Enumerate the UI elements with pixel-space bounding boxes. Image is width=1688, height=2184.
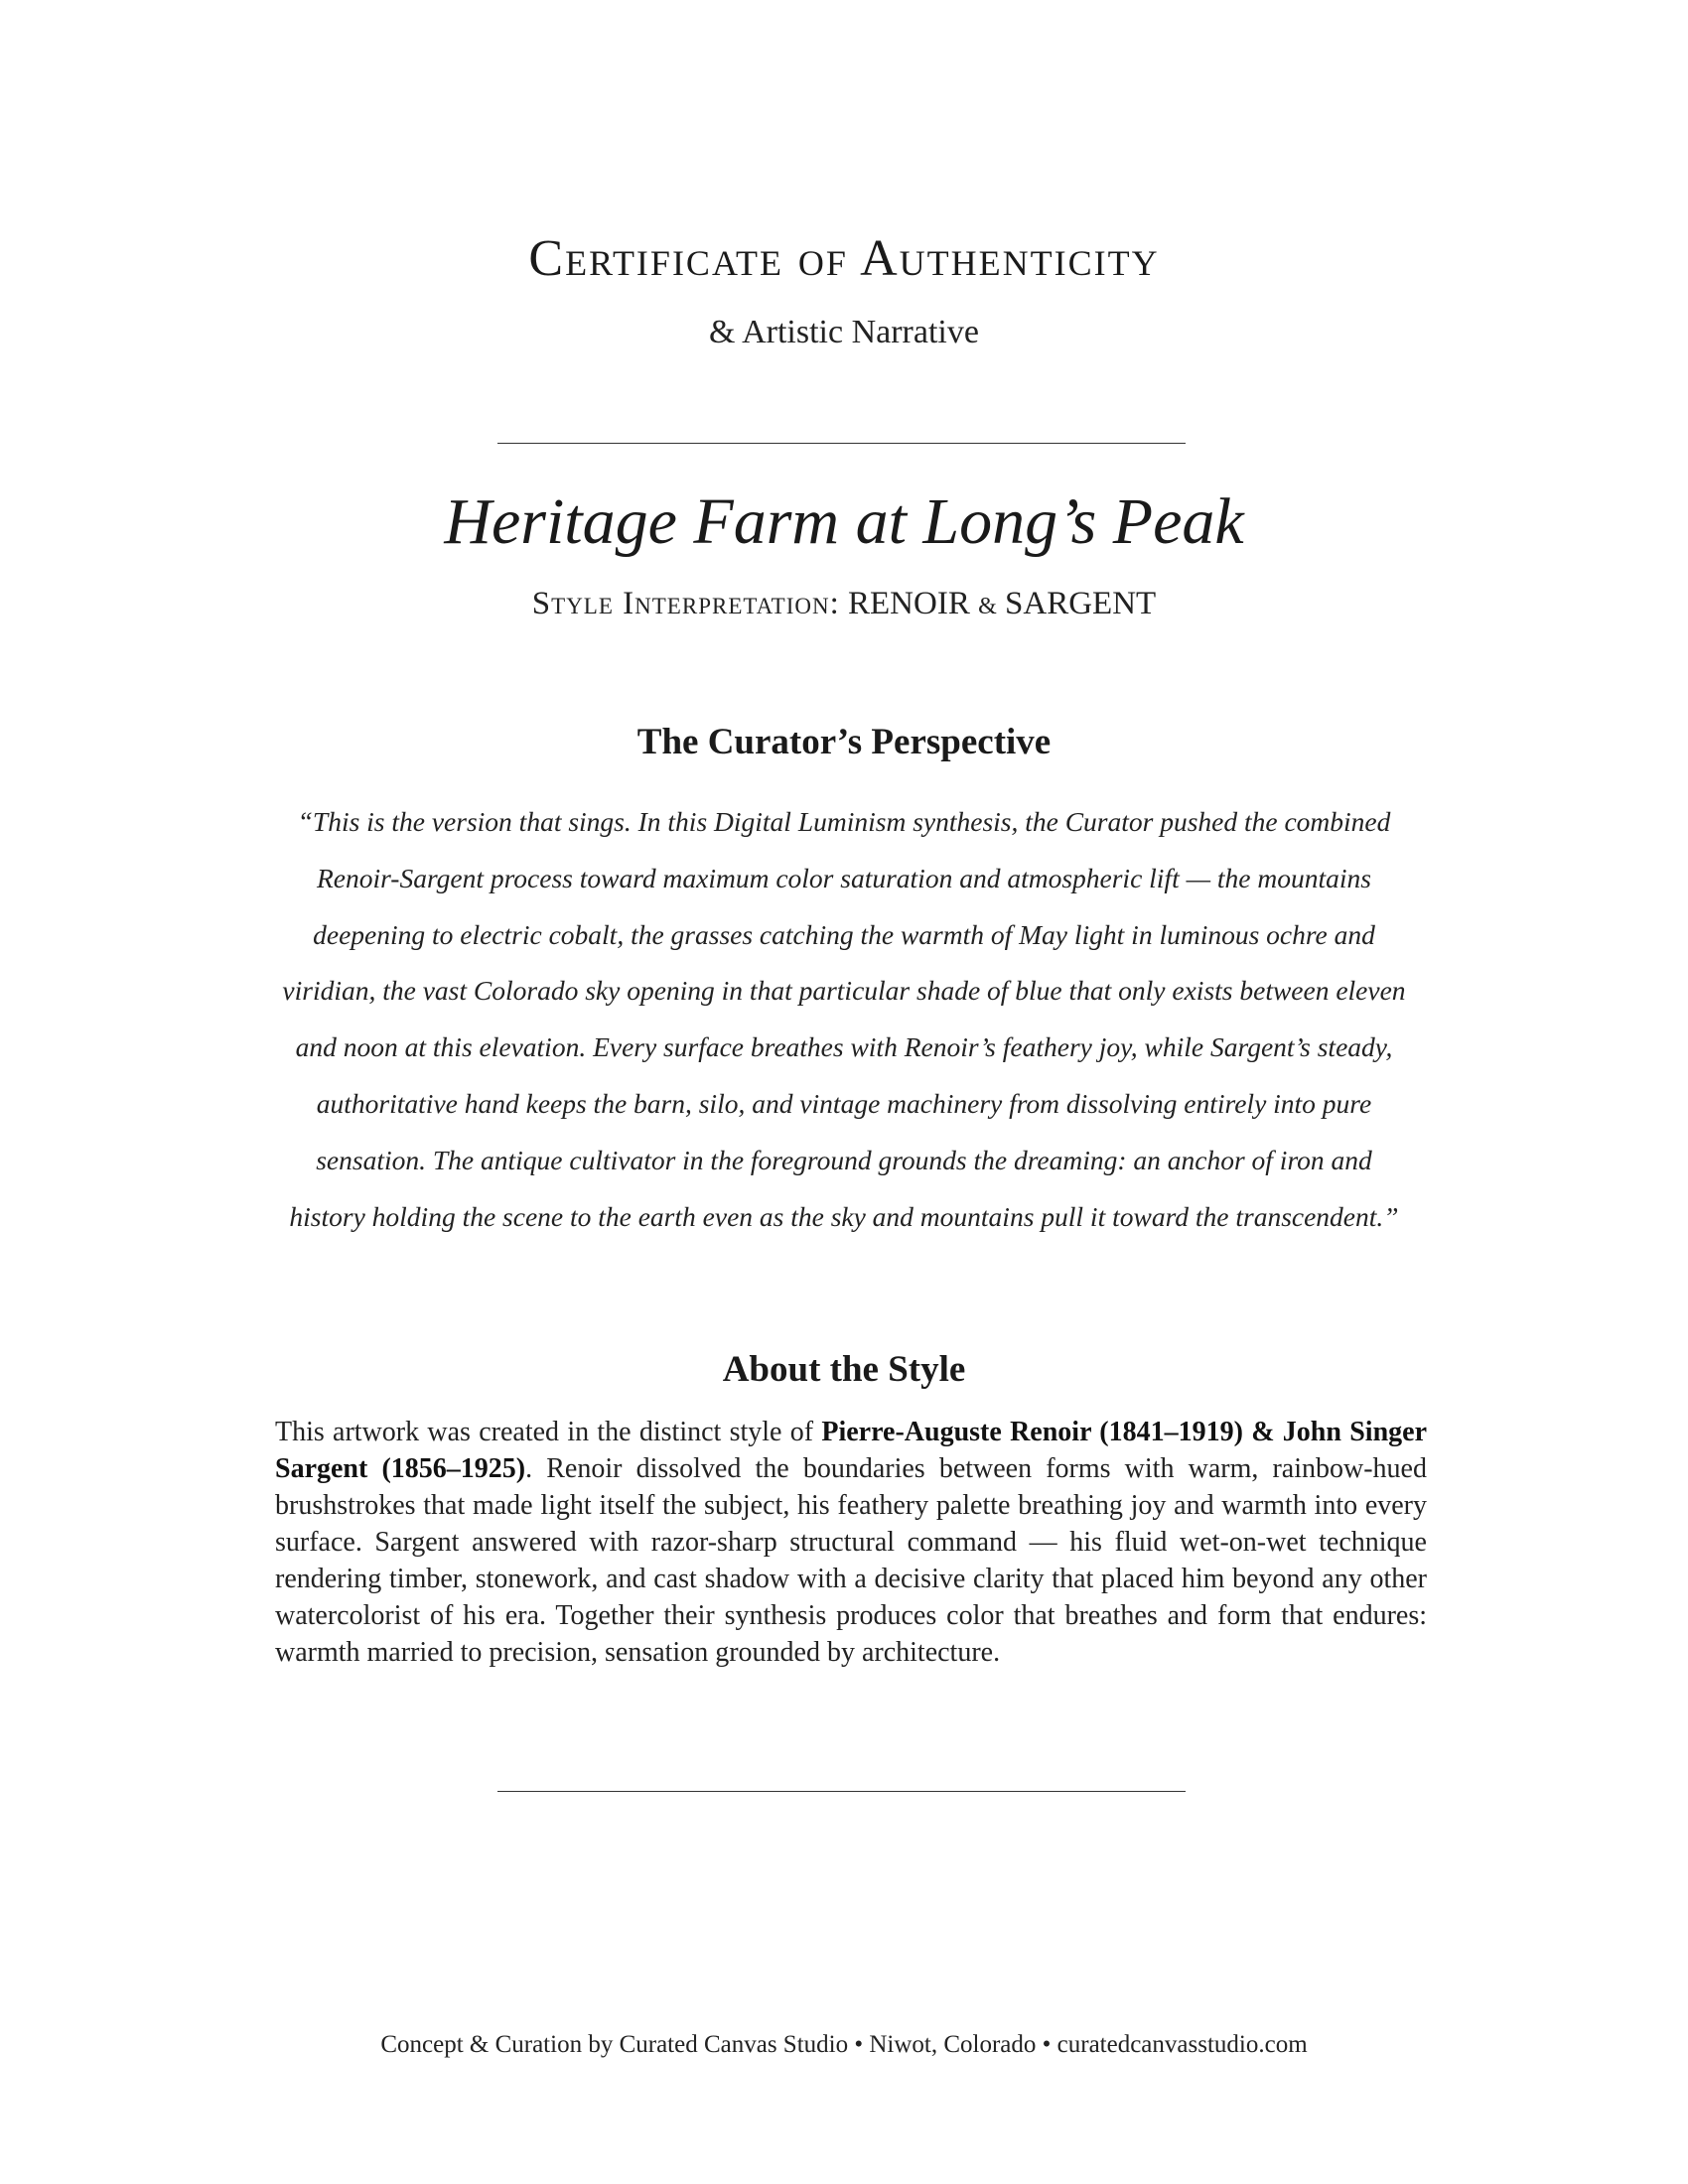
about-body: . Renoir dissolved the boundaries between forms with warm, rainbow-hued brushstrokes that made light itself the subject, his feathery palette breathing joy and warmth into every surface. Sargent answered with razor-sharp structural command — his fluid wet-on-wet technique rendering timber, stonework, and cast shadow with a decisive clarity that placed him beyond any other watercolorist of his era. Together their synthesis produces color that breathes and form that endures: warmth married to precision, sensation grounded by architecture. (275, 1453, 1427, 1668)
style-artist-sargent: SARGENT (1005, 586, 1157, 621)
curator-heading: The Curator’s Perspective (636, 722, 1052, 762)
bottom-divider (497, 1791, 1186, 1792)
artwork-title: Heritage Farm at Long’s Peak (444, 485, 1244, 558)
footer-credit: Concept & Curation by Curated Canvas Studio • Niwot, Colorado • curatedcanvasstudio.com (380, 2031, 1308, 2058)
style-ampersand: & (978, 594, 997, 619)
about-artists: Pierre-Auguste Renoir (1841–1919) & John Singer Sargent (1856–1925) (275, 1417, 1427, 1484)
about-intro: This artwork was created in the distinct style of (275, 1417, 814, 1447)
curator-quote: “This is the version that sings. In this Digital Luminism synthesis, the Curator pushed the combined Renoir-Sargent process toward maximum color saturation and atmospheric lift — the mountains deepening to electric cobalt, the grasses catching the warmth of May light in luminous ochre and viridian, the vast Colorado sky opening in that particular shade of blue that only exists between eleven and noon at this elevation. Every surface breathes with Renoir’s feathery joy, while Sargent’s steady, authoritative hand keeps the barn, silo, and vintage machinery from dissolving entirely into pure sensation. The antique cultivator in the foreground grounds the dreaming: an anchor of iron and history holding the scene to the earth even as the sky and mountains pull it toward the transcendent.” (282, 806, 1406, 1232)
style-artist-renoir: RENOIR (848, 586, 970, 621)
style-interpretation-line (0, 586, 1688, 622)
about-paragraph (275, 1414, 1427, 1671)
certificate-title: Certificate of Authenticity (528, 230, 1160, 287)
top-divider (497, 443, 1186, 444)
certificate-subtitle: & Artistic Narrative (709, 314, 979, 350)
about-heading: About the Style (722, 1349, 966, 1390)
style-interpretation-label: Style Interpretation: (531, 586, 840, 621)
